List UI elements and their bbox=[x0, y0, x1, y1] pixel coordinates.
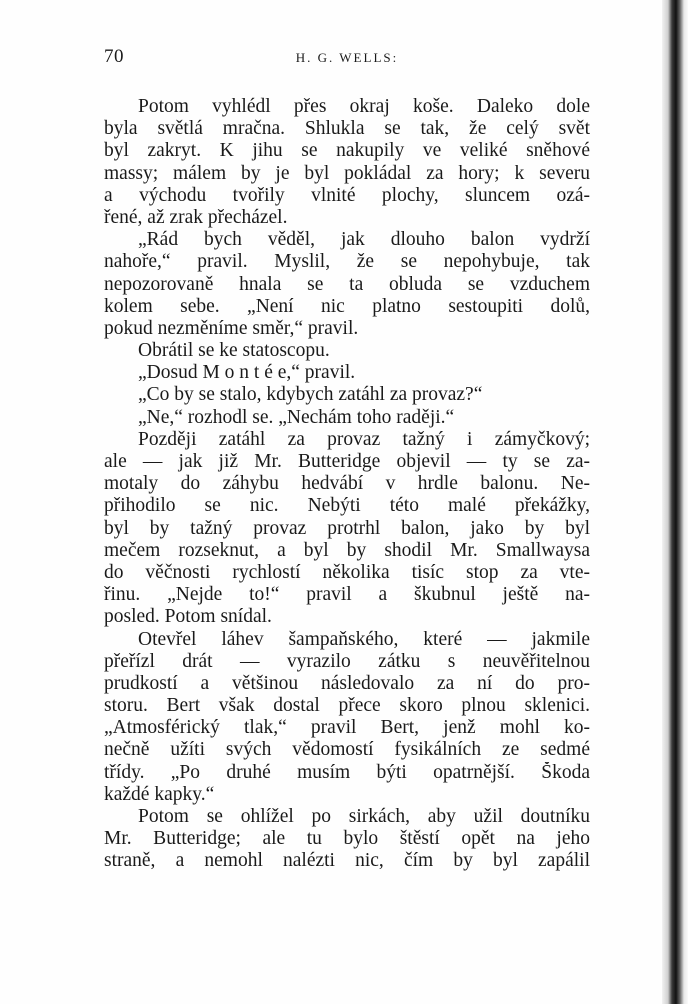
text-line: mečem rozseknut, a byl by shodil Mr. Smallwaysa bbox=[104, 539, 590, 561]
text-line: přeřízl drát — vyrazilo zátku s neuvěřitelnou bbox=[104, 650, 590, 672]
page-header bbox=[104, 46, 590, 70]
text-line: „Dosud M o n t é e,“ pravil. bbox=[138, 362, 356, 384]
text-line: prudkostí a většinou následovalo za ní do pro- bbox=[104, 672, 590, 694]
text-line: každé kapky.“ bbox=[104, 783, 215, 805]
text-line: Potom vyhlédl přes okraj koše. Daleko dole bbox=[138, 96, 590, 117]
text-line: Otevřel láhev šampaňského, které — jakmile bbox=[138, 628, 590, 650]
text-line: a východu tvořily vlnité plochy, sluncem ozá- bbox=[104, 184, 590, 206]
text-line: „Rád bych věděl, jak dlouho balon vydrží bbox=[138, 229, 590, 251]
text-line: storu. Bert však dostal přece skoro plnou sklenici. bbox=[104, 695, 590, 717]
text-line: posled. Potom snídal. bbox=[104, 606, 272, 628]
running-head: H. G. WELLS: bbox=[295, 50, 399, 65]
body-text bbox=[104, 96, 590, 873]
text-line: ale — jak již Mr. Butteridge objevil — ty se za- bbox=[104, 451, 590, 472]
text-line: Mr. Butteridge; ale tu bylo štěstí opět na jeho bbox=[104, 828, 590, 850]
text-line: nepozorovaně hnala se ta obluda se vzduchem bbox=[104, 273, 590, 295]
text-line: nečně užíti svých vědomostí fysikálních ze sedmé bbox=[104, 739, 590, 761]
text-line: Obrátil se ke statoscopu. bbox=[138, 340, 330, 362]
text-line: řinu. „Nejde to!“ pravil a škubnul ještě na- bbox=[104, 584, 590, 606]
text-line: „Co by se stalo, kdybych zatáhl za provaz?“ bbox=[138, 384, 483, 406]
text-line: motaly do záhybu hedvábí v hrdle balonu. Ne- bbox=[104, 473, 590, 495]
text-line: kolem sebe. „Není nic platno sestoupiti dolů, bbox=[104, 295, 590, 317]
text-line: byl zakryt. K jihu se nakupily ve veliké sněhové bbox=[104, 140, 590, 162]
text-line: Potom se ohlížel po sirkách, aby užil doutníku bbox=[138, 806, 590, 827]
text-line: přihodilo se nic. Nebýti této malé překážky, bbox=[104, 495, 590, 517]
text-line: massy; málem by je byl pokládal za hory; k severu bbox=[104, 162, 590, 184]
page-number: 70 bbox=[104, 46, 124, 67]
text-line: Později zatáhl za provaz tažný i zámyčkový; bbox=[138, 428, 590, 450]
text-line: byla světlá mračna. Shlukla se tak, že celý svět bbox=[104, 118, 590, 140]
text-line: pokud nezměníme směr,“ pravil. bbox=[104, 317, 359, 339]
book-spine-shadow bbox=[662, 0, 688, 1004]
text-line: do věčnosti rychlostí několika tisíc stop za vte- bbox=[104, 561, 590, 583]
text-line: řené, až zrak přecházel. bbox=[104, 206, 288, 228]
text-line: byl by tažný provaz protrhl balon, jako by byl bbox=[104, 517, 590, 539]
text-line: „Ne,“ rozhodl se. „Nechám toho raději.“ bbox=[138, 406, 455, 428]
text-line: straně, a nemohl nalézti nic, čím by byl zapálil bbox=[104, 850, 590, 872]
text-line: „Atmosférický tlak,“ pravil Bert, jenž mohl ko- bbox=[104, 717, 590, 739]
text-line: nahoře,“ pravil. Myslil, že se nepohybuje, tak bbox=[104, 251, 590, 273]
text-line: třídy. „Po druhé musím býti opatrnější. Škoda bbox=[104, 761, 590, 783]
